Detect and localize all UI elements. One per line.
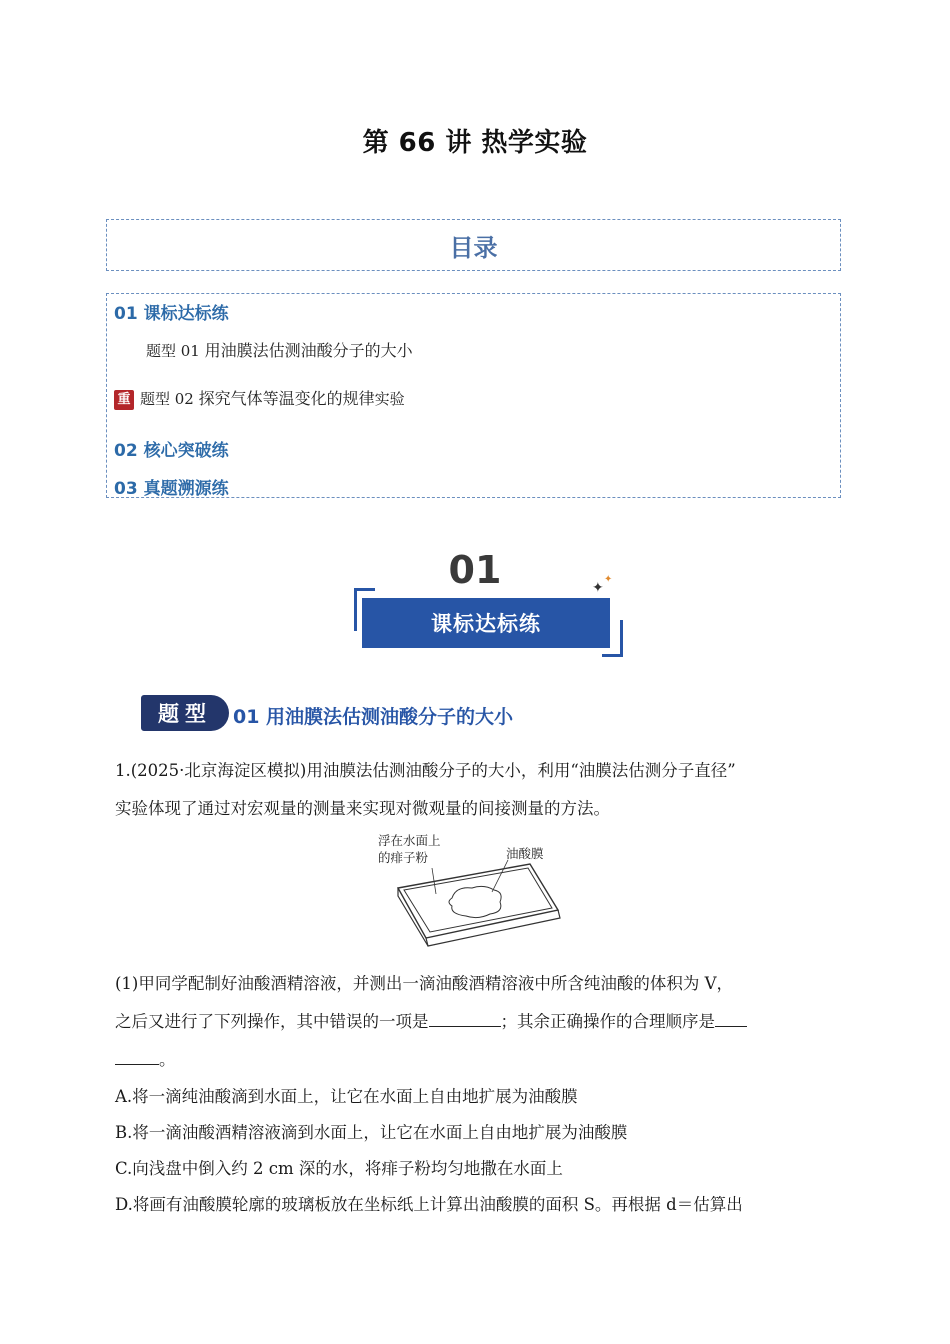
part1-line3-end: 。 bbox=[159, 1050, 176, 1069]
toc-section-3[interactable]: 03 真题溯源练 bbox=[114, 479, 229, 499]
toc-subitem-suffix: 实验 bbox=[374, 390, 405, 408]
part1-line1: (1)甲同学配制好油酸酒精溶液，并测出一滴油酸酒精溶液中所含纯油酸的体积为 V， bbox=[115, 974, 734, 993]
figure-label-powder-1: 浮在水面上 bbox=[378, 833, 441, 848]
figure-label-powder-2: 的痱子粉 bbox=[378, 850, 429, 865]
option-d: D.将画有油酸膜轮廓的玻璃板放在坐标纸上计算出油酸膜的面积 S。再根据 d＝估算出 bbox=[115, 1195, 743, 1214]
toc-subitem-text: 探究气体等温变化的规律 bbox=[198, 389, 375, 408]
answer-blank-1[interactable] bbox=[429, 1025, 501, 1027]
section-banner: 课标达标练 bbox=[362, 598, 610, 648]
toc-subitem-prefix: 题型 01 bbox=[146, 342, 205, 360]
toc-heading: 目录 bbox=[449, 233, 498, 262]
question-intro-line1: 1.(2025·北京海淀区模拟)用油膜法估测油酸分子的大小，利用“油膜法估测分子直径” bbox=[115, 761, 736, 780]
toc-section-2[interactable]: 02 核心突破练 bbox=[114, 441, 229, 461]
toc-subitem-prefix: 题型 02 bbox=[140, 390, 199, 408]
section-number: 01 bbox=[448, 548, 502, 592]
part1-line3 bbox=[115, 1041, 840, 1079]
figure-label-oil-film: 油酸膜 bbox=[506, 846, 544, 861]
option-b: B.将一滴油酸酒精溶液滴到水面上，让它在水面上自由地扩展为油酸膜 bbox=[115, 1123, 628, 1142]
part1-line2-b: ；其余正确操作的合理顺序是 bbox=[500, 1012, 715, 1031]
toc-section-1[interactable]: 01 课标达标练 bbox=[114, 304, 229, 324]
answer-blank-2b[interactable] bbox=[115, 1063, 159, 1065]
sparkle-icon: ✦ bbox=[592, 580, 604, 596]
type-tag: 题型 bbox=[141, 695, 229, 731]
option-a: A.将一滴纯油酸滴到水面上，让它在水面上自由地扩展为油酸膜 bbox=[115, 1087, 578, 1106]
page-title: 第 66 讲 热学实验 bbox=[362, 128, 588, 158]
toc-subitem-1[interactable] bbox=[146, 338, 413, 361]
answer-blank-2a[interactable] bbox=[715, 1025, 747, 1027]
toc-subitem-2[interactable] bbox=[114, 386, 405, 410]
toc-subitem-text: 用油膜法估测油酸分子的大小 bbox=[204, 341, 413, 360]
option-c: C.向浅盘中倒入约 2 cm 深的水，将痱子粉均匀地撒在水面上 bbox=[115, 1159, 563, 1178]
part1-line2 bbox=[115, 1003, 840, 1041]
toc-heading-box bbox=[106, 219, 841, 271]
sparkle-small-icon: ✦ bbox=[604, 574, 613, 585]
part1-line2-a: 之后又进行了下列操作，其中错误的一项是 bbox=[115, 1012, 429, 1031]
key-point-badge: 重 bbox=[114, 390, 134, 410]
question-intro-line2: 实验体现了通过对宏观量的测量来实现对微观量的间接测量的方法。 bbox=[115, 799, 610, 818]
type-title: 01 用油膜法估测油酸分子的大小 bbox=[233, 706, 514, 728]
oil-film-tray-figure bbox=[380, 828, 580, 950]
